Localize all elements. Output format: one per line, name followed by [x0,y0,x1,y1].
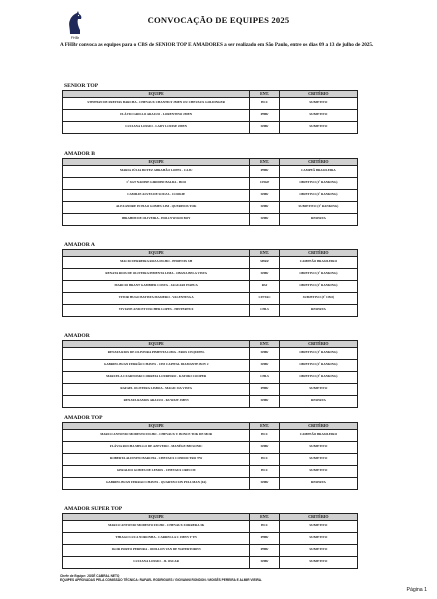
criterion-cell: SUBJETIVO [279,465,357,477]
team-cell: 1º SGT NADINE GIRIDINI BALDA - BOO [63,177,250,189]
page-number: Página 1 [406,587,427,593]
team-cell: GERALDO GOMES DE LEMOS - CHEVAUX OREO M [63,465,250,477]
table-row [63,268,358,280]
team-table [62,158,358,226]
header-team: EQUIPE [63,423,250,430]
header-team: EQUIPE [63,341,250,348]
team-cell: IBRAHIM DE OLIVEIRA - HOLLYWOOD BOY [63,213,250,225]
team-cell: GABRIEL BUAN FERRÃO CHAVES - CHJ CAPITAL DIAMANTE BOY 2 [63,359,250,371]
table-row [63,453,358,465]
ent-cell: SHBr [250,213,280,225]
ent-cell: HCC [250,465,280,477]
ent-cell: SHBr [250,359,280,371]
section-amador-top [62,414,358,490]
team-cell: FLÁVIA ROCHA MELLO DE AZEVEDO - MANÉGE BM SONIC [63,441,250,453]
team-cell: CAMILIE ALVES DE SOUZA - COOKIE [63,189,250,201]
ent-cell: CHLS [250,304,280,316]
section-title: SENIOR TOP [64,83,99,89]
team-cell: ALEXANDRE IN PIAO GOMES LIM - QUERINOS TOK [63,201,250,213]
ent-cell: HCC [250,429,280,441]
table-row [63,544,358,556]
criterion-cell: SUBJETIVO [279,532,357,544]
ent-cell: SHBr [250,556,280,568]
ent-cell: PHBr [250,383,280,395]
header-team: EQUIPE [63,514,250,521]
table-row [63,371,358,383]
team-cell: MARCO ANTONIO MODESTO FILHO - CHEVAUX ZORRERA 3K [63,520,250,532]
table-row [63,477,358,489]
criterion-cell: SUBJETIVO [279,453,357,465]
ent-cell: PHBr [250,109,280,121]
table-row [63,165,358,177]
table-row [63,441,358,453]
criterion-cell: SUBJETIVO [279,441,357,453]
criterion-cell: SUBJETIVO (3º RANKING) [279,201,357,213]
table-row [63,429,358,441]
ent-cell: PHBr [250,165,280,177]
team-cell: STEPHAN DE FREITAS BARCHA - CHEVAUX CHANTILY JMEN OU CHEVAUX GOLDINGER [63,97,250,109]
table-row [63,359,358,371]
criterion-cell: OBJETIVO (1º RANKING) [279,268,357,280]
section-amador-a [62,241,358,317]
ent-cell: SHBr [250,201,280,213]
intro-paragraph: A FHBr convoca as equipes para o CBS de SENIOR TOP E AMADORES a ser realizado em São Paulo, entre os dias 09 a 13 de julho de 2025. [60,42,374,48]
criterion-cell: SUBJETIVO [279,97,357,109]
header-ent: ENT. [250,91,280,98]
team-cell: VIVIANE ANICET FISCHER LOPES - HINTERTUX [63,304,250,316]
criterion-cell: SUBJETIVO [279,520,357,532]
table-row [63,97,358,109]
team-cell: VITOR HUGO BATISTA MASIERO - VALENTINA A [63,292,250,304]
table-row [63,556,358,568]
section-senior-top [62,82,358,134]
team-table [62,513,358,569]
table-row [63,121,358,133]
ent-cell: CITTAC [250,292,280,304]
team-cell: MARCO ANTONIO MODESTO FILHO - CHEVAUX V. BONCE TOK DE MOR [63,429,250,441]
header-team: EQUIPE [63,159,250,166]
ent-cell: PHBr [250,532,280,544]
table-row [63,256,358,268]
table-row [63,177,358,189]
ent-cell: SHRZ [250,256,280,268]
section-title: AMADOR SUPER TOP [64,506,123,512]
criterion-cell: CAMPEÃ BRASILEIRA [279,165,357,177]
team-table [62,340,358,408]
table-row [63,292,358,304]
criterion-cell: RESERVA [279,213,357,225]
criterion-cell: OBJETIVO (2º RANKING) [279,280,357,292]
section-amador-super-top [62,505,358,569]
table-row [63,395,358,407]
criterion-cell: CAMPEÃO BRASILEIRO [279,429,357,441]
ent-cell: SHBr [250,441,280,453]
team-cell: RENATA RAMOS ARAUJO - KUWAIT JMEN [63,395,250,407]
table-row [63,532,358,544]
ent-cell: SHBr [250,121,280,133]
table-row [63,189,358,201]
table-row [63,347,358,359]
header-criterion: CRITÉRIO [279,250,357,257]
criterion-cell: SUBJETIVO [279,544,357,556]
table-row [63,383,358,395]
header-criterion: CRITÉRIO [279,341,357,348]
footer [60,574,380,583]
table-row [63,520,358,532]
criterion-cell: OBJETIVO (3º RANKING) [279,371,357,383]
criterion-cell: OBJETIVO (1º RANKING) [279,177,357,189]
criterion-cell: CAMPEÃO BRASILEIRO [279,256,357,268]
ent-cell: SHBr [250,268,280,280]
section-title: AMADOR [64,333,90,339]
team-table [62,249,358,317]
ent-cell: HCC [250,453,280,465]
team-cell: MARCELA CZARNOSKI CORREIA LOUREIRO - KATOKI COOPER [63,371,250,383]
ent-cell: CHGP [250,177,280,189]
section-amador-b [62,150,358,226]
ent-cell: HCC [250,97,280,109]
header-team: EQUIPE [63,250,250,257]
team-chief-line: Chefe de Equipe: JOSÉ CABRAL NETO [60,574,120,578]
team-cell: ROBERTA ALFINITO BARCHA - CHEVAUX CONDOCTRO TW [63,453,250,465]
ent-cell: SHBr [250,189,280,201]
ent-cell: SHBr [250,477,280,489]
table-row [63,213,358,225]
header-ent: ENT. [250,514,280,521]
header-team: EQUIPE [63,91,250,98]
header-criterion: CRITÉRIO [279,159,357,166]
team-cell: FLÁVIO GRILLO ARAUJO - LORENTINO JMEN [63,109,250,121]
criterion-cell: OBJETIVO (2º RANKING) [279,189,357,201]
team-cell: THIAGO LUCA NORONHA - CARRELLA C JMEN Y TN [63,532,250,544]
team-cell: LUCIANA LOSSIO - JL OSCAR [63,556,250,568]
criterion-cell: SUBJETIVO [279,383,357,395]
team-cell: IGOR PORTO PEREIRA - ODILLON VAN DE WATERTOREN [63,544,250,556]
criterion-cell: RESERVA [279,304,357,316]
team-table [62,422,358,490]
table-row [63,280,358,292]
team-cell: GABRIEL BUAN FERRAO CHAVES - QUARTZO SIN PULLMAN (IA) [63,477,250,489]
criterion-cell: RESERVA [279,395,357,407]
team-cell: RENATA RIOS DE OLIVEIRA PIMENTA LIMA - EROS CEQUIPEL [63,347,250,359]
criterion-cell: RESERVA [279,477,357,489]
section-title: AMADOR B [64,151,95,157]
team-cell: MARCIO BRANT GAMBIER COSTA - JAGUARI ITAPUA [63,280,250,292]
ent-cell: PHBr [250,544,280,556]
table-row [63,465,358,477]
criterion-cell: OBJETIVO (2º RANKING) [279,359,357,371]
section-title: AMADOR A [64,242,95,248]
team-table [62,90,358,134]
header-ent: ENT. [250,423,280,430]
header-ent: ENT. [250,341,280,348]
section-title: AMADOR TOP [64,415,103,421]
section-amador [62,332,358,408]
table-row [63,304,358,316]
header-criterion: CRITÉRIO [279,91,357,98]
document-title: CONVOCAÇÃO DE EQUIPES 2025 [147,15,290,25]
logo-caption: FHBr [70,36,80,40]
criterion-cell: SUBJETIVO (3º CBO) [279,292,357,304]
ent-cell: CHLS [250,371,280,383]
ent-cell: HCC [250,520,280,532]
approval-line: EQUIPES APROVADAS PELA COMISSÃO TÉCNICA: RAFAEL RODRIGUES / GIOVANNI RONDON / MOISÉS PEREIRA E ALMIR VIEIRA. [60,578,262,583]
table-row [63,109,358,121]
criterion-cell: SUBJETIVO [279,109,357,121]
table-row [63,201,358,213]
header-criterion: CRITÉRIO [279,514,357,521]
criterion-cell: SUBJETIVO [279,556,357,568]
header-ent: ENT. [250,250,280,257]
team-cell: RAFAEL OLIVEIRA LISBOA - MAGIC DA VISTA [63,383,250,395]
ent-cell: RSJ [250,280,280,292]
team-cell: RENATA RIOS DE OLIVEIRA PIMENTA LIMA - OBANA BELA VISTA [63,268,250,280]
ent-cell: SHBr [250,347,280,359]
team-cell: MARIA JÚLIA BOYEZ ABRAHÃO LOPES - CAJU [63,165,250,177]
criterion-cell: SUBJETIVO [279,121,357,133]
team-cell: LUCIANA LOSSIO - LADY LOUISE JMEN [63,121,250,133]
criterion-cell: OBJETIVO (1º RANKING) [279,347,357,359]
ent-cell: SHBr [250,395,280,407]
header-ent: ENT. [250,159,280,166]
header-criterion: CRITÉRIO [279,423,357,430]
team-cell: MACIO FERREIRA ROZA FILHO - PHOENIX SH [63,256,250,268]
